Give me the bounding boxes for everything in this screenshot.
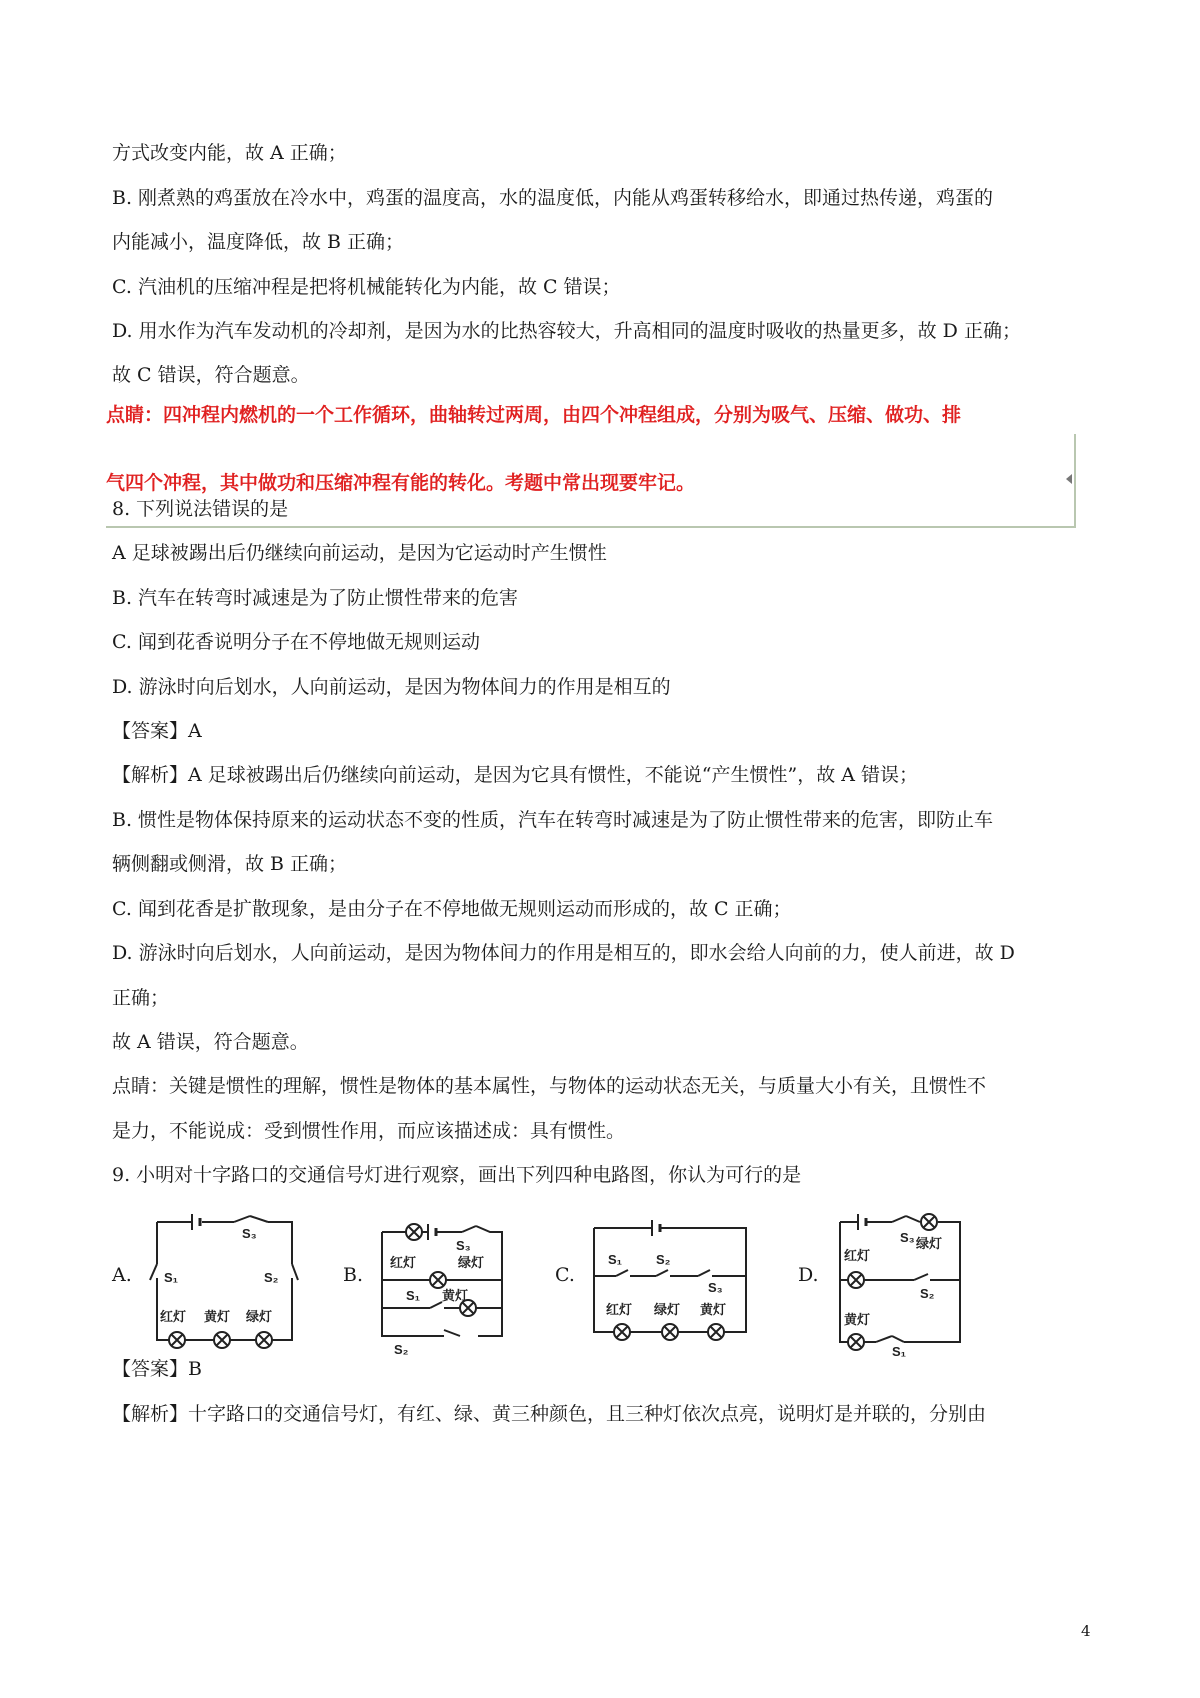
label-s3: S₃ xyxy=(708,1280,723,1295)
label-s2: S₂ xyxy=(394,1342,409,1357)
text-line: 故 C 错误，符合题意。 xyxy=(112,364,310,386)
label-s1: S₁ xyxy=(608,1252,623,1267)
label-red-light: 红灯 xyxy=(390,1255,417,1270)
label-red-light: 红灯 xyxy=(606,1302,633,1317)
text-line: 内能减小，温度降低，故 B 正确； xyxy=(112,231,405,253)
analysis-line: D. 游泳时向后划水，人向前运动，是因为物体间力的作用是相互的，即水会给人向前的力，使人前进，故 D xyxy=(112,942,1015,964)
question-8-stem: 8. 下列说法错误的是 xyxy=(112,498,289,520)
text-line: 方式改变内能，故 A 正确； xyxy=(112,142,347,164)
label-red-light: 红灯 xyxy=(844,1248,871,1263)
analysis-line: 点睛：关键是惯性的理解，惯性是物体的基本属性，与物体的运动状态无关，与质量大小有关，且惯性不 xyxy=(112,1075,987,1097)
label-yellow-light: 黄灯 xyxy=(844,1312,871,1327)
option-d-label: D. xyxy=(798,1264,819,1286)
question-9-stem: 9. 小明对十字路口的交通信号灯进行观察，画出下列四种电路图，你认为可行的是 xyxy=(112,1164,802,1186)
analysis-line: 辆侧翻或侧滑，故 B 正确； xyxy=(112,853,348,875)
label-s3: S₃ xyxy=(242,1226,257,1241)
question-8-option-b: B. 汽车在转弯时减速是为了防止惯性带来的危害 xyxy=(112,587,519,609)
label-s1: S₁ xyxy=(892,1344,907,1358)
label-s1: S₁ xyxy=(406,1288,421,1303)
analysis-line: 故 A 错误，符合题意。 xyxy=(112,1031,309,1053)
option-a-label: A. xyxy=(112,1264,132,1286)
question-8-answer: 【答案】A xyxy=(112,720,202,742)
circuit-diagram-a xyxy=(142,1208,302,1356)
label-red-light: 红灯 xyxy=(160,1309,187,1324)
option-c-label: C. xyxy=(555,1264,575,1286)
label-s2: S₂ xyxy=(656,1252,671,1267)
tip-line-2: 气四个冲程，其中做功和压缩冲程有能的转化。考题中常出现要牢记。 xyxy=(106,472,696,494)
label-green-light: 绿灯 xyxy=(246,1309,273,1324)
analysis-line: B. 惯性是物体保持原来的运动状态不变的性质，汽车在转弯时减速是为了防止惯性带来的危害，即防止车 xyxy=(112,809,994,831)
text-line: C. 汽油机的压缩冲程是把将机械能转化为内能，故 C 错误； xyxy=(112,276,621,298)
label-green-light: 绿灯 xyxy=(458,1255,485,1270)
label-green-light: 绿灯 xyxy=(916,1236,943,1251)
question-8-option-a: A 足球被踢出后仍继续向前运动，是因为它运动时产生惯性 xyxy=(112,542,607,564)
label-s3: S₃ xyxy=(900,1230,915,1245)
analysis-line: 正确； xyxy=(112,987,170,1009)
circuit-diagram-b xyxy=(372,1212,512,1360)
scroll-marker-icon xyxy=(1066,474,1072,484)
text-line: D. 用水作为汽车发动机的冷却剂，是因为水的比热容较大，升高相同的温度时吸收的热量更多，故 D 正确； xyxy=(112,320,1021,342)
page-number: 4 xyxy=(1081,1622,1091,1640)
label-green-light: 绿灯 xyxy=(654,1302,681,1317)
question-9-answer: 【答案】B xyxy=(112,1358,202,1380)
label-s2: S₂ xyxy=(920,1286,935,1301)
label-yellow-light: 黄灯 xyxy=(700,1302,727,1317)
label-s1: S₁ xyxy=(164,1270,179,1285)
text-line: B. 刚煮熟的鸡蛋放在冷水中，鸡蛋的温度高，水的温度低，内能从鸡蛋转移给水，即通过热传递，鸡蛋的 xyxy=(112,187,994,209)
label-yellow-light: 黄灯 xyxy=(204,1309,231,1324)
circuit-diagram-d xyxy=(830,1208,970,1358)
analysis-line: 是力，不能说成：受到惯性作用，而应该描述成：具有惯性。 xyxy=(112,1120,626,1142)
option-b-label: B. xyxy=(343,1264,364,1286)
analysis-line: 【解析】A 足球被踢出后仍继续向前运动，是因为它具有惯性，不能说“产生惯性”，故 A 错误； xyxy=(112,764,918,786)
label-s2: S₂ xyxy=(264,1270,279,1285)
label-s3: S₃ xyxy=(456,1238,471,1253)
question-9-analysis: 【解析】十字路口的交通信号灯，有红、绿、黄三种颜色，且三种灯依次点亮，说明灯是并联的，分别由 xyxy=(112,1403,987,1425)
tip-line-1: 点睛：四冲程内燃机的一个工作循环，曲轴转过两周，由四个冲程组成，分别为吸气、压缩、做功、排 xyxy=(106,404,962,426)
question-8-option-c: C. 闻到花香说明分子在不停地做无规则运动 xyxy=(112,631,480,653)
circuit-diagram-c xyxy=(586,1214,756,1360)
question-8-option-d: D. 游泳时向后划水，人向前运动，是因为物体间力的作用是相互的 xyxy=(112,676,671,698)
label-yellow-light: 黄灯 xyxy=(442,1288,469,1303)
analysis-line: C. 闻到花香是扩散现象，是由分子在不停地做无规则运动而形成的，故 C 正确； xyxy=(112,898,792,920)
